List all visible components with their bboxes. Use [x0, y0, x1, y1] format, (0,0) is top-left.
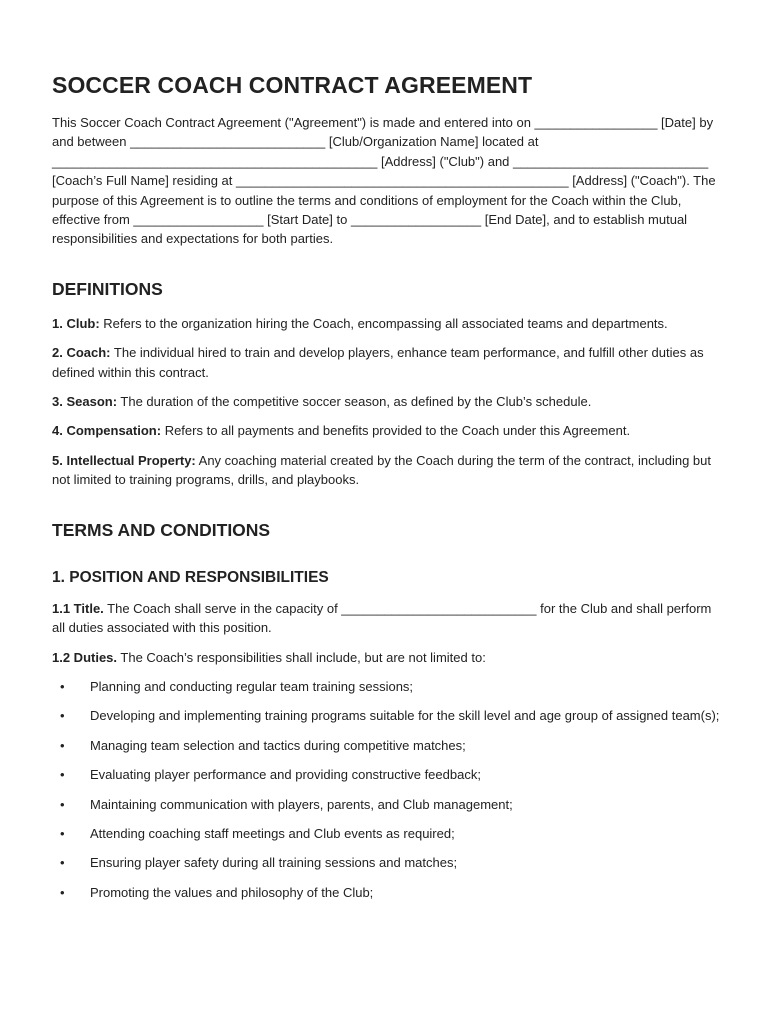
list-item-text: Maintaining communication with players, parents, and Club management; [90, 796, 513, 812]
list-item [52, 795, 722, 814]
definitions-list [52, 314, 722, 490]
contract-page [52, 72, 722, 912]
clause-term: 1.2 Duties. [52, 649, 118, 665]
list-item-text: Attending coaching staff meetings and Club events as required; [90, 825, 455, 841]
list-item [52, 824, 722, 843]
list-item [52, 736, 722, 755]
clause-text: The Coach’s responsibilities shall include, but are not limited to: [117, 649, 486, 665]
list-item-text: Planning and conducting regular team training sessions; [90, 678, 414, 694]
definitions-heading: DEFINITIONS [52, 278, 163, 299]
definition-text: The individual hired to train and develop players, enhance team performance, and fulfill other duties as defined within this contract. [52, 345, 704, 380]
clause-duties [52, 648, 722, 667]
list-item-text: Managing team selection and tactics during competitive matches; [90, 737, 466, 753]
definition-item [52, 392, 722, 411]
duties-list [52, 677, 722, 902]
document-title: SOCCER COACH CONTRACT AGREEMENT [52, 72, 533, 98]
bullet-icon: • [60, 708, 65, 724]
bullet-icon: • [60, 678, 65, 694]
list-item-text: Promoting the values and philosophy of the Club; [90, 884, 374, 900]
list-item-text: Ensuring player safety during all training sessions and matches; [90, 855, 458, 871]
definition-term: 2. Coach: [52, 345, 111, 361]
definition-term: 5. Intellectual Property: [52, 452, 196, 468]
definition-text: Any coaching material created by the Coach during the term of the contract, including but not limited to training programs, drills, and playbooks. [52, 452, 712, 488]
definition-item [52, 451, 722, 490]
section-heading: 1. POSITION AND RESPONSIBILITIES [52, 568, 329, 586]
list-item [52, 853, 722, 872]
list-item [52, 883, 722, 902]
definition-term: 3. Season: [52, 394, 118, 410]
clause-term: 1.1 Title. [52, 600, 104, 616]
definition-term: 4. Compensation: [52, 423, 162, 439]
list-item-text: Developing and implementing training programs suitable for the skill level and age group of assigned team(s); [90, 708, 720, 724]
definition-item [52, 421, 722, 440]
bullet-icon: • [60, 767, 65, 783]
list-item [52, 677, 722, 696]
clause-title [52, 599, 722, 638]
bullet-icon: • [60, 884, 65, 900]
definition-text: Refers to all payments and benefits provided to the Coach under this Agreement. [161, 423, 631, 439]
list-item [52, 706, 722, 725]
bullet-icon: • [60, 737, 65, 753]
definition-item [52, 343, 722, 382]
bullet-icon: • [60, 796, 65, 812]
definition-text: Refers to the organization hiring the Coach, encompassing all associated teams and departments. [99, 315, 668, 331]
bullet-icon: • [60, 855, 65, 871]
clause-text: The Coach shall serve in the capacity of ___________________________ for the Club and shall perform all duties associated with this position. [52, 600, 712, 636]
definition-text: The duration of the competitive soccer season, as defined by the Club’s schedule. [117, 394, 592, 410]
terms-heading: TERMS AND CONDITIONS [52, 519, 271, 540]
bullet-icon: • [60, 825, 65, 841]
intro-paragraph: This Soccer Coach Contract Agreement ("Agreement") is made and entered into on _________________ [Date] by and between ___________________________ [Club/Organization Name] located at _____________________________________________ [Address] ("Club") and ___________________________ [Coach’s Full Name] residing at ______________________________________________ [Address] ("Coach"). The purpose of this Agreement is to outline the terms and conditions of employment for the Coach within the Club, effective from __________________ [Start Date] to __________________ [End Date], and to establish mutual responsibilities and expectations for both parties. [52, 115, 716, 247]
definition-item [52, 314, 722, 333]
list-item [52, 765, 722, 784]
list-item-text: Evaluating player performance and providing constructive feedback; [90, 767, 481, 783]
definition-term: 1. Club: [52, 315, 100, 331]
